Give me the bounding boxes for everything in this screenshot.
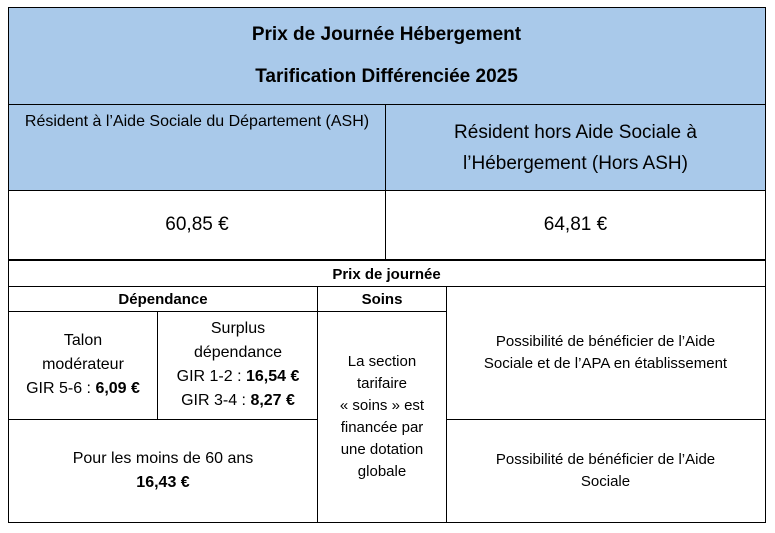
surplus-gir12-row (177, 365, 300, 389)
page-title: Prix de Journée Hébergement (251, 23, 522, 45)
surplus-gir12-label: GIR 1-2 : (176, 368, 242, 385)
soins-line5: une dotation (340, 440, 424, 458)
soins-line6: globale (357, 462, 407, 480)
soins-cell (318, 311, 446, 522)
aide-apa-line1: Possibilité de bénéficier de l’Aide (495, 333, 716, 350)
ash-price: 60,85 € (165, 214, 229, 235)
aide-sociale-line1: Possibilité de bénéficier de l’Aide (495, 450, 716, 468)
talon-cell (8, 311, 158, 419)
hors-ash-price-cell (386, 191, 765, 259)
divider-left-mid (8, 419, 318, 420)
border-left (8, 7, 9, 523)
ash-price-cell (8, 191, 386, 259)
soins-line1: La section (347, 352, 417, 370)
soins-label: Soins (361, 290, 403, 308)
hors-ash-price: 64,81 € (543, 214, 608, 235)
border-right (765, 7, 766, 523)
border-bottom (8, 522, 766, 523)
surplus-gir34-value: 8,27 € (250, 392, 295, 409)
soins-line4: financée par (340, 418, 424, 436)
surplus-cell (158, 311, 318, 419)
divider-right-mid (446, 419, 766, 420)
divider-resident-columns (385, 104, 386, 260)
divider-header (8, 190, 766, 191)
aide-apa-line2: Sociale et de l’APA en établissement (483, 355, 728, 372)
divider-soins-aide (446, 286, 447, 523)
surplus-gir12-value: 16,54 € (245, 368, 300, 385)
soins-line3: « soins » est (339, 396, 425, 414)
talon-line1: Talon (63, 332, 103, 349)
divider-subheaders (8, 311, 446, 312)
soins-line2: tarifaire (356, 374, 408, 392)
surplus-line2: dépendance (193, 344, 283, 361)
resident-ash-label: Résident à l’Aide Sociale du Département (ASH) (24, 113, 370, 130)
resident-hors-ash-label: Résident hors Aide Sociale à l’Hébergement (Hors ASH) (454, 121, 697, 174)
resident-hors-ash-header (386, 104, 765, 191)
header-title-block (8, 7, 765, 104)
dependance-label: Dépendance (118, 290, 208, 308)
soins-header (318, 287, 446, 311)
moins-60-value: 16,43 € (136, 473, 190, 491)
divider-prix-journee (8, 286, 766, 287)
aide-sociale-line2: Sociale (580, 472, 631, 490)
moins-60-cell (8, 419, 318, 522)
resident-ash-header (8, 104, 386, 191)
page-subtitle: Tarification Différenciée 2025 (255, 65, 518, 87)
prix-journee-label: Prix de journée (332, 265, 441, 283)
dependance-header (8, 287, 318, 311)
surplus-gir34-row (181, 389, 295, 413)
talon-gir-row (26, 377, 140, 401)
aide-sociale-cell (446, 419, 765, 522)
border-top (8, 7, 766, 8)
surplus-line1: Surplus (210, 320, 266, 337)
surplus-gir34-label: GIR 3-4 : (181, 392, 246, 409)
talon-gir-label: GIR 5-6 : (26, 380, 91, 397)
prix-journee-header (8, 261, 765, 287)
divider-talon-surplus (157, 311, 158, 419)
divider-prices (8, 259, 766, 261)
divider-dependance-soins (317, 286, 318, 523)
moins-60-label: Pour les moins de 60 ans (72, 449, 254, 467)
divider-title (8, 104, 766, 105)
talon-gir-value: 6,09 € (95, 380, 140, 397)
talon-line2: modérateur (42, 356, 124, 373)
aide-apa-cell (446, 287, 765, 419)
